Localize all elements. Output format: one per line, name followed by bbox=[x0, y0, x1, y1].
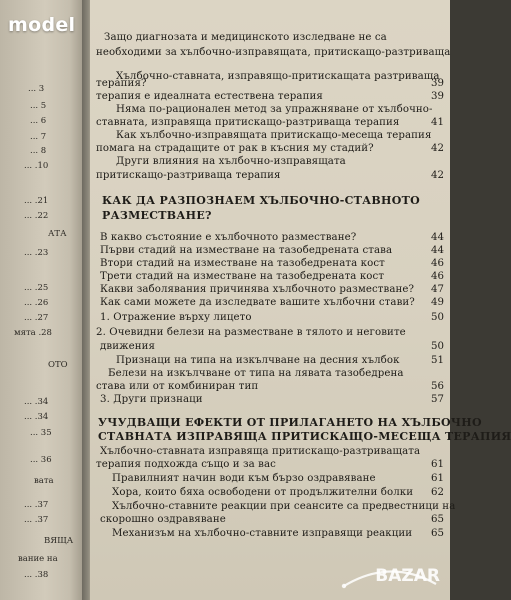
left-page-fragment: ... .25 bbox=[24, 283, 49, 293]
left-page-fragment: вание на bbox=[18, 554, 58, 564]
toc-entry bbox=[100, 446, 444, 457]
toc-entry-title: терапия е идеалната естествена терапия bbox=[96, 91, 323, 102]
toc-entry-title: Трети стадий на изместване на тазобедрената кост bbox=[100, 271, 385, 282]
toc-entry-title: Какви заболявания причинява хълбочното разместване? bbox=[100, 284, 415, 295]
toc-entry bbox=[112, 528, 444, 539]
left-page-fragment: ... .37 bbox=[24, 515, 49, 525]
toc-page-number: 50 bbox=[431, 341, 444, 352]
toc-entry-title: 3. Други признаци bbox=[100, 394, 203, 405]
left-page-fragment: ... .34 bbox=[24, 412, 49, 422]
toc-entry bbox=[100, 297, 444, 308]
toc-entry bbox=[100, 284, 444, 295]
toc-entry-title: Правилният начин води към бързо оздравяване bbox=[112, 473, 376, 484]
toc-entry bbox=[100, 271, 444, 282]
toc-page-number: 46 bbox=[431, 271, 444, 282]
toc-entry-title: Първи стадий на изместване на тазобедрената става bbox=[100, 245, 393, 256]
toc-section-heading bbox=[98, 430, 511, 443]
left-page-fragment: ... 8 bbox=[30, 146, 47, 156]
toc-entry-title: необходими за хълбочно-изправящата, притискащо-разтриваща bbox=[96, 47, 451, 58]
toc-page-number: 44 bbox=[431, 245, 444, 256]
toc-entry bbox=[112, 501, 456, 512]
toc-page-number: 42 bbox=[431, 143, 444, 154]
toc-entry-title: помага на страдащите от рак в късния му стадий? bbox=[96, 143, 374, 154]
toc-entry-title: УЧУДВАЩИ ЕФЕКТИ ОТ ПРИЛАГАНЕТО НА ХЪЛБОЧНО bbox=[98, 416, 482, 429]
toc-entry bbox=[112, 487, 444, 498]
left-page-fragment: ... .23 bbox=[24, 248, 49, 258]
toc-entry bbox=[96, 327, 444, 338]
toc-page-number: 47 bbox=[431, 284, 444, 295]
toc-entry-title: Хълбочно-ставните реакции при сеансите са предвестници на bbox=[112, 501, 456, 512]
toc-page-number: 44 bbox=[431, 232, 444, 243]
toc-entry bbox=[96, 143, 444, 154]
toc-entry-title: Втори стадий на изместване на тазобедрената кост bbox=[100, 258, 385, 269]
toc-entry-title: скорошно оздравяване bbox=[100, 514, 226, 525]
toc-entry bbox=[96, 47, 451, 58]
toc-entry bbox=[100, 245, 444, 256]
toc-entry bbox=[116, 156, 444, 167]
left-page-fragment: ... .21 bbox=[24, 196, 49, 206]
left-page-fragment: ... .22 bbox=[24, 211, 49, 221]
toc-entry-title: Белези на изкълчване от типа на лявата тазобедрена bbox=[108, 368, 404, 379]
toc-page-number: 50 bbox=[431, 312, 444, 323]
toc-page-number: 56 bbox=[431, 381, 444, 392]
toc-entry-title: Защо диагнозата и медицинското изследване не са bbox=[104, 32, 387, 43]
toc-page-number: 39 bbox=[431, 91, 444, 102]
toc-entry bbox=[100, 514, 444, 525]
toc-entry-title: В какво състояние е хълбочното разместване? bbox=[100, 232, 357, 243]
toc-entry-title: Признаци на типа на изкълчване на десния хълбок bbox=[116, 355, 400, 366]
left-page-fragment: ВЯЩА bbox=[44, 536, 74, 546]
left-page-fragment: АТА bbox=[48, 229, 67, 239]
toc-entry-title: Как хълбочно-изправящата притискащо-месеща терапия bbox=[116, 130, 432, 141]
toc-entry-title: движения bbox=[100, 341, 156, 352]
toc-entry bbox=[116, 355, 444, 366]
toc-page bbox=[90, 0, 511, 600]
left-page-fragment: ... .10 bbox=[24, 161, 49, 171]
toc-page-number: 39 bbox=[431, 78, 444, 89]
toc-entry-title: Как сами можете да изследвате вашите хълбочни стави? bbox=[100, 297, 415, 308]
toc-entry-title: КАК ДА РАЗПОЗНАЕМ ХЪЛБОЧНО-СТАВНОТО bbox=[102, 194, 420, 207]
left-page-fragment: вата bbox=[34, 476, 54, 486]
left-page-fragment: ... 3 bbox=[28, 84, 45, 94]
watermark-model-logo: model bbox=[8, 14, 76, 36]
toc-section-heading bbox=[102, 210, 444, 221]
toc-page-number: 41 bbox=[431, 117, 444, 128]
toc-page-number: 65 bbox=[431, 514, 444, 525]
left-page-fragment: ... .27 bbox=[24, 313, 49, 323]
toc-page-number: 61 bbox=[431, 459, 444, 470]
left-page-fragment: ... 5 bbox=[30, 101, 47, 111]
left-page bbox=[0, 0, 82, 600]
toc-page-number: 62 bbox=[431, 487, 444, 498]
toc-entry-title: терапия подхожда също и за вас bbox=[96, 459, 276, 470]
toc-entry bbox=[96, 170, 444, 181]
toc-page-number: 42 bbox=[431, 170, 444, 181]
toc-entry-title: става или от комбиниран тип bbox=[96, 381, 259, 392]
toc-page-number: 57 bbox=[431, 394, 444, 405]
toc-entry bbox=[104, 32, 444, 43]
watermark-bazar-text: BAZAR bbox=[375, 566, 440, 586]
left-page-fragment: мята .28 bbox=[14, 328, 52, 338]
toc-entry-title: Няма по-рационален метод за упражняване от хълбочно- bbox=[116, 104, 433, 115]
toc-entry-title: РАЗМЕСТВАНЕ? bbox=[102, 209, 212, 222]
toc-entry bbox=[100, 258, 444, 269]
toc-entry bbox=[100, 341, 444, 352]
left-page-fragment: ... .38 bbox=[24, 570, 49, 580]
toc-entry bbox=[112, 473, 444, 484]
toc-entry-title: притискащо-разтриваща терапия bbox=[96, 170, 281, 181]
toc-entry bbox=[116, 104, 444, 115]
toc-entry bbox=[96, 381, 444, 392]
toc-entry-title: 2. Очевидни белези на разместване в тялото и неговите bbox=[96, 327, 406, 338]
left-page-fragment: ... .34 bbox=[24, 397, 49, 407]
toc-entry-title: терапия? bbox=[96, 78, 147, 89]
toc-entry-title: Други влияния на хълбочно-изправящата bbox=[116, 156, 346, 167]
toc-entry bbox=[116, 71, 444, 82]
toc-section-heading bbox=[102, 195, 444, 206]
toc-page-number: 49 bbox=[431, 297, 444, 308]
left-page-fragment: ... 36 bbox=[30, 455, 52, 465]
toc-entry-title: 1. Отражение върху лицето bbox=[100, 312, 252, 323]
toc-page-number: 65 bbox=[431, 528, 444, 539]
toc-entry bbox=[96, 117, 444, 128]
toc-entry bbox=[100, 312, 444, 323]
toc-page-number: 46 bbox=[431, 258, 444, 269]
toc-entry bbox=[116, 130, 444, 141]
toc-entry bbox=[96, 459, 444, 470]
toc-entry-title: Хора, които бяха освободени от продължителни болки bbox=[112, 487, 414, 498]
toc-entry bbox=[108, 368, 444, 379]
toc-entry bbox=[96, 91, 444, 102]
toc-page-number: 61 bbox=[431, 473, 444, 484]
toc-entry bbox=[100, 394, 444, 405]
toc-entry-title: СТАВНАТА ИЗПРАВЯЩА ПРИТИСКАЩО-МЕСЕЩА ТЕРАПИЯ bbox=[98, 430, 511, 443]
toc-entry bbox=[100, 232, 444, 243]
left-page-fragment: ... 6 bbox=[30, 116, 47, 126]
left-page-fragment: ... .37 bbox=[24, 500, 49, 510]
toc-entry-title: ставната, изправяща притискащо-разтриваща терапия bbox=[96, 117, 400, 128]
toc-entry-title: Хълбочно-ставната, изправящо-притискащата разтриваща bbox=[116, 71, 440, 82]
left-page-fragment: ... 7 bbox=[30, 132, 47, 142]
toc-page-number: 51 bbox=[431, 355, 444, 366]
left-page-fragment: ... .26 bbox=[24, 298, 49, 308]
left-page-fragment: ... 35 bbox=[30, 428, 52, 438]
toc-entry-title: Механизъм на хълбочно-ставните изправящи реакции bbox=[112, 528, 413, 539]
left-page-fragment: ОТО bbox=[48, 360, 68, 370]
toc-entry-title: Хълбочно-ставната изправяща притискащо-разтриващата bbox=[100, 446, 421, 457]
toc-section-heading bbox=[98, 416, 482, 429]
